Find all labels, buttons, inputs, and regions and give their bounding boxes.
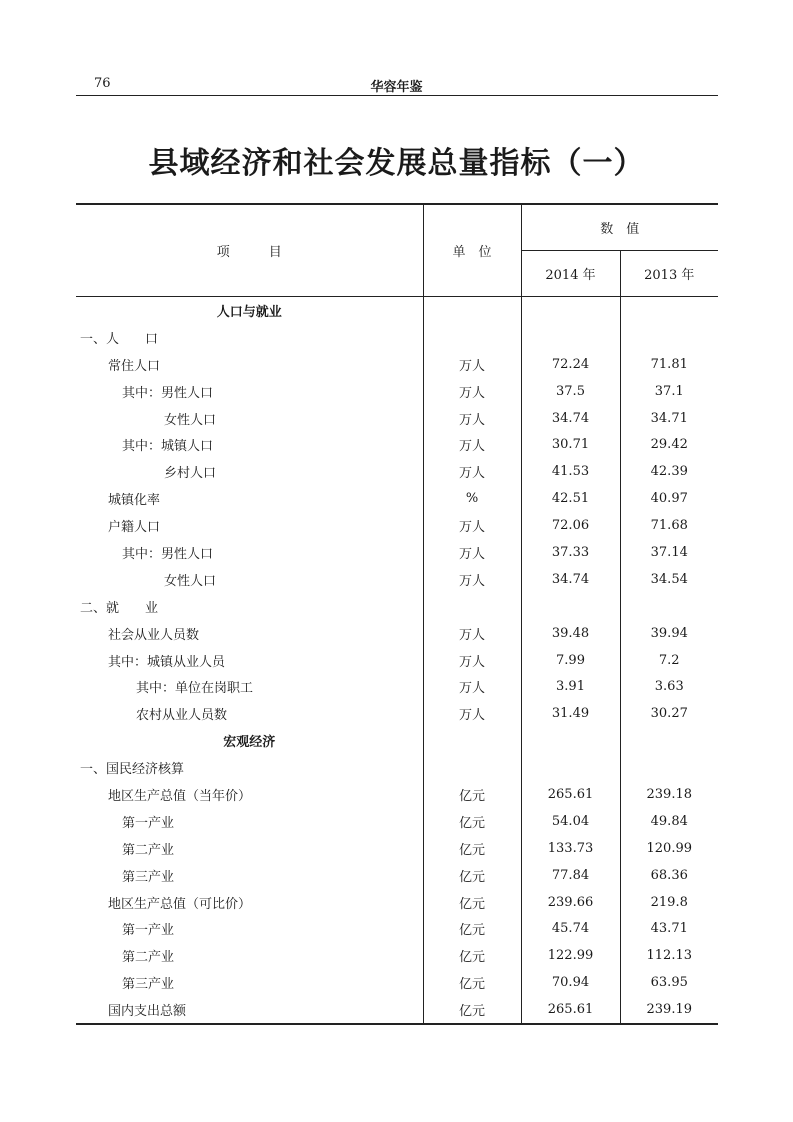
row-item: 第三产业 xyxy=(76,969,423,996)
row-value-2013 xyxy=(620,593,718,620)
row-unit xyxy=(423,297,521,324)
row-unit: 万人 xyxy=(423,512,521,539)
row-unit: 万人 xyxy=(423,647,521,674)
row-unit: 亿元 xyxy=(423,996,521,1024)
row-unit xyxy=(423,727,521,754)
row-value-2014: 70.94 xyxy=(521,969,620,996)
row-value-2013: 3.63 xyxy=(654,679,684,695)
header-rule xyxy=(76,95,718,96)
row-item: 女性人口 xyxy=(76,566,423,593)
row-value-2013: 49.84 xyxy=(650,813,688,829)
table-body xyxy=(76,297,718,1025)
table-row xyxy=(76,620,718,647)
row-item: 乡村人口 xyxy=(76,458,423,485)
row-item: 地区生产总值（可比价） xyxy=(76,889,423,916)
row-unit: 万人 xyxy=(423,566,521,593)
row-value-2014: 7.99 xyxy=(521,647,620,674)
row-unit: 万人 xyxy=(423,405,521,432)
table-row xyxy=(76,996,718,1024)
row-value-2014: 42.51 xyxy=(521,485,620,512)
row-unit: 亿元 xyxy=(423,942,521,969)
row-item: 第一产业 xyxy=(76,808,423,835)
row-item: 其中：男性人口 xyxy=(76,378,423,405)
row-unit: 万人 xyxy=(423,431,521,458)
row-value-2013: 30.27 xyxy=(650,706,688,722)
row-item: 其中：男性人口 xyxy=(76,539,423,566)
row-value-2013: 112.13 xyxy=(646,948,692,964)
table-row xyxy=(76,808,718,835)
row-value-2014: 3.91 xyxy=(521,673,620,700)
row-item: 女性人口 xyxy=(76,405,423,432)
row-value-2013: 219.8 xyxy=(650,894,688,910)
row-value-2013: 63.95 xyxy=(650,975,688,991)
header-unit: 单 位 xyxy=(423,204,521,297)
row-value-2013: 239.18 xyxy=(646,786,692,802)
row-value-2013: 29.42 xyxy=(650,437,688,453)
table-row xyxy=(76,458,718,485)
row-value-2014: 41.53 xyxy=(521,458,620,485)
table-row xyxy=(76,969,718,996)
row-value-2013: 42.39 xyxy=(650,464,688,480)
table-row xyxy=(76,781,718,808)
row-value-2014: 72.24 xyxy=(521,351,620,378)
section-heading-row xyxy=(76,297,718,324)
table-row xyxy=(76,405,718,432)
row-item: 宏观经济 xyxy=(76,727,423,754)
row-unit: 万人 xyxy=(423,620,521,647)
row-item: 农村从业人员数 xyxy=(76,700,423,727)
row-unit: 亿元 xyxy=(423,808,521,835)
row-value-2013: 68.36 xyxy=(650,867,688,883)
table-row xyxy=(76,485,718,512)
row-value-2014: 265.61 xyxy=(521,996,620,1024)
row-item: 常住人口 xyxy=(76,351,423,378)
row-value-2013 xyxy=(620,754,718,781)
row-value-2013: 37.1 xyxy=(654,383,684,399)
document-title: 县域经济和社会发展总量指标（一） xyxy=(148,146,645,181)
row-unit: 万人 xyxy=(423,673,521,700)
row-value-2013: 239.19 xyxy=(620,996,718,1024)
row-value-2013: 40.97 xyxy=(650,491,688,507)
row-value-2014 xyxy=(521,754,620,781)
table-row xyxy=(76,512,718,539)
row-value-2014: 34.74 xyxy=(521,405,620,432)
header-year-2014: 2014 年 xyxy=(521,251,620,297)
row-value-2014: 39.48 xyxy=(521,620,620,647)
table-row xyxy=(76,942,718,969)
row-item: 其中：城镇人口 xyxy=(76,431,423,458)
table-row xyxy=(76,566,718,593)
row-item: 一、人 口 xyxy=(76,324,423,351)
row-value-2014: 34.74 xyxy=(521,566,620,593)
table-row xyxy=(76,889,718,916)
row-unit: 亿元 xyxy=(423,835,521,862)
page-number: 76 xyxy=(94,76,111,91)
row-value-2014: 45.74 xyxy=(521,915,620,942)
table-row xyxy=(76,835,718,862)
row-value-2014: 30.71 xyxy=(521,431,620,458)
row-unit: 亿元 xyxy=(423,862,521,889)
table-row xyxy=(76,324,718,351)
row-value-2013 xyxy=(620,324,718,351)
table-row xyxy=(76,431,718,458)
row-value-2014 xyxy=(521,727,620,754)
row-item: 人口与就业 xyxy=(76,297,423,324)
indicator-table xyxy=(76,203,718,1025)
row-unit: 亿元 xyxy=(423,889,521,916)
row-unit: 亿元 xyxy=(423,969,521,996)
table-row xyxy=(76,673,718,700)
row-value-2014: 72.06 xyxy=(521,512,620,539)
row-value-2014: 31.49 xyxy=(521,700,620,727)
row-unit: 万人 xyxy=(423,351,521,378)
row-unit: 万人 xyxy=(423,378,521,405)
row-value-2013: 34.54 xyxy=(650,571,688,587)
row-value-2014: 239.66 xyxy=(521,889,620,916)
row-item: 户籍人口 xyxy=(76,512,423,539)
row-item: 地区生产总值（当年价） xyxy=(76,781,423,808)
table-row xyxy=(76,862,718,889)
table-row xyxy=(76,700,718,727)
row-item: 其中：单位在岗职工 xyxy=(76,673,423,700)
row-item: 第三产业 xyxy=(76,862,423,889)
row-item: 第一产业 xyxy=(76,915,423,942)
row-value-2014: 54.04 xyxy=(521,808,620,835)
row-unit: 亿元 xyxy=(423,781,521,808)
header-value: 数 值 xyxy=(521,204,718,251)
row-value-2014: 265.61 xyxy=(521,781,620,808)
row-item: 社会从业人员数 xyxy=(76,620,423,647)
row-value-2014: 37.5 xyxy=(521,378,620,405)
row-value-2013 xyxy=(620,727,718,754)
row-item: 国内支出总额 xyxy=(76,996,423,1024)
row-unit: 万人 xyxy=(423,700,521,727)
row-value-2013: 120.99 xyxy=(646,840,692,856)
table-row xyxy=(76,539,718,566)
row-unit: 万人 xyxy=(423,458,521,485)
table-row xyxy=(76,647,718,674)
row-value-2013: 71.81 xyxy=(650,356,688,372)
row-value-2013 xyxy=(620,297,718,324)
header-item: 项 目 xyxy=(76,204,423,297)
row-value-2014 xyxy=(521,324,620,351)
row-item: 一、国民经济核算 xyxy=(76,754,423,781)
row-value-2014 xyxy=(521,297,620,324)
row-value-2014: 133.73 xyxy=(521,835,620,862)
table-row xyxy=(76,378,718,405)
row-unit: 万人 xyxy=(423,539,521,566)
row-value-2014: 77.84 xyxy=(521,862,620,889)
row-item: 第二产业 xyxy=(76,942,423,969)
row-value-2014: 37.33 xyxy=(521,539,620,566)
row-value-2013: 43.71 xyxy=(650,921,688,937)
row-value-2014 xyxy=(521,593,620,620)
row-unit xyxy=(423,324,521,351)
row-unit: % xyxy=(423,485,521,512)
row-unit xyxy=(423,593,521,620)
row-value-2013: 37.14 xyxy=(650,544,688,560)
row-unit: 亿元 xyxy=(423,915,521,942)
row-value-2013: 7.2 xyxy=(658,652,680,668)
row-value-2013: 39.94 xyxy=(650,625,688,641)
row-item: 城镇化率 xyxy=(76,485,423,512)
row-item: 第二产业 xyxy=(76,835,423,862)
table-row xyxy=(76,351,718,378)
table-row xyxy=(76,915,718,942)
header-year-2013: 2013 年 xyxy=(620,251,718,297)
section-heading-row xyxy=(76,727,718,754)
running-header: 华容年鉴 xyxy=(370,80,423,95)
row-unit xyxy=(423,754,521,781)
table-row xyxy=(76,593,718,620)
row-value-2013: 34.71 xyxy=(650,410,688,426)
row-item: 二、就 业 xyxy=(76,593,423,620)
table-row xyxy=(76,754,718,781)
row-value-2013: 71.68 xyxy=(650,518,688,534)
row-item: 其中：城镇从业人员 xyxy=(76,647,423,674)
row-value-2014: 122.99 xyxy=(521,942,620,969)
